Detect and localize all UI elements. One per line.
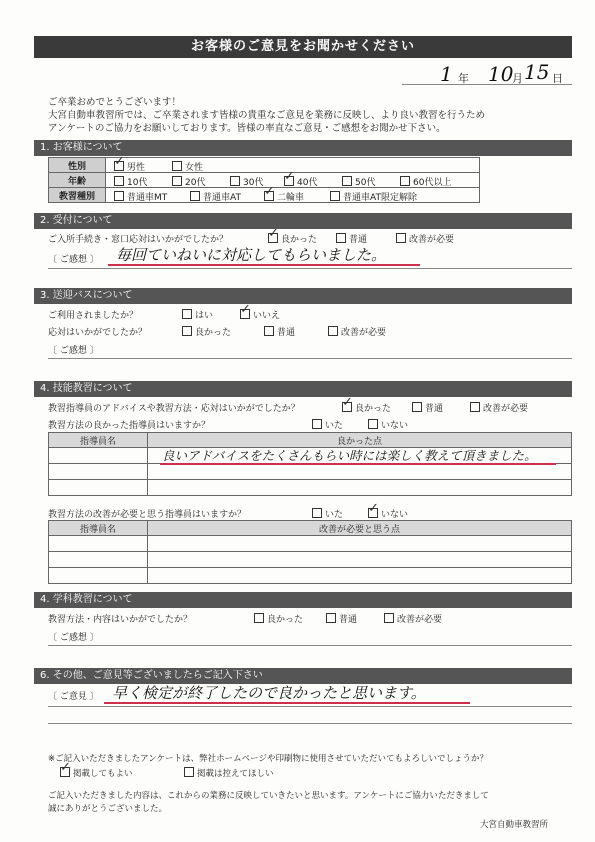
instructor-advice-question: 教習指導員のアドバイスや教習方法・応対はいかがでしたか？	[48, 404, 300, 414]
section-heading-shuttle-bus: 3. 送迎バスについて	[34, 288, 572, 304]
instructor-name-header: 指導員名	[49, 521, 148, 536]
instructor-name-header: 指導員名	[49, 433, 148, 448]
academic-improve-option[interactable]: 改善が必要	[384, 612, 442, 625]
table-row	[49, 158, 480, 173]
academic-question: 教習方法・内容はいかがでしたか？	[48, 615, 193, 625]
section-heading-reception: 2. 受付について	[34, 213, 572, 229]
age-10s-option[interactable]: 10代	[114, 175, 147, 188]
divider	[48, 723, 572, 724]
reception-comment: 毎回ていねいに対応してもらいました。	[116, 246, 387, 264]
customer-table	[48, 154, 480, 203]
publication-consent-note: ※ご記入いただきましたアンケートは、弊社ホームページや印刷物に使用させていただいてもよろしいでしょうか？	[48, 754, 488, 764]
thanks-line-1: ご記入いただきました内容は、これからの業務に反映していきたいと思います。アンケートにご協力いただきまして	[48, 791, 489, 801]
intro-line-1: ご卒業おめでとうございます！	[48, 97, 182, 108]
gender-male-option[interactable]: ✓ 男性	[114, 154, 146, 173]
good-instructor-yes-option[interactable]: いた	[312, 418, 343, 431]
checkbox[interactable]	[172, 161, 182, 171]
bus-no-option[interactable]: ✓ いいえ	[240, 302, 281, 321]
divider	[48, 268, 572, 269]
check-mark-icon: ✓	[342, 395, 353, 410]
divider	[48, 358, 572, 359]
good-points-comment: 良いアドバイスをたくさんもらい時には楽しく教えて頂きました。	[162, 448, 537, 463]
divider	[48, 706, 572, 707]
good-instructor-question: 教習方法の良かった指導員はいますか？	[48, 421, 211, 431]
age-50s-option[interactable]: 50代	[342, 175, 375, 188]
table-row	[49, 521, 572, 536]
check-mark-icon: ✓	[268, 226, 279, 241]
advice-good-option[interactable]: ✓ 良かった	[342, 395, 392, 414]
date-year-value: 1	[440, 62, 453, 86]
red-underline	[104, 702, 470, 704]
bus-normal-option[interactable]: 普通	[264, 325, 295, 338]
date-month-value: 10	[488, 62, 514, 86]
check-mark-icon: ✓	[368, 501, 379, 516]
academic-normal-option[interactable]: 普通	[326, 612, 357, 625]
date-month-unit: 月	[512, 72, 523, 85]
red-underline	[108, 264, 420, 266]
section-heading-other-comments: 6. その他、ご意見等ございましたらご記入下さい	[34, 668, 572, 684]
date-year-unit: 年	[458, 72, 469, 85]
date-day-unit: 日	[552, 72, 563, 85]
reception-good-option[interactable]: ✓ 良かった	[268, 226, 318, 245]
bus-yes-option[interactable]: はい	[182, 308, 213, 321]
course-at-option[interactable]: 普通車AT	[190, 190, 241, 203]
intro-line-3: アンケートのご協力をお願いしております。皆様の率直なご意見・ご感想をお聞かせ下さい。	[48, 123, 446, 134]
table-row	[49, 188, 480, 203]
intro-line-2: 大宮自動車教習所では、ご卒業されます皆様の貴重なご意見を業務に反映し、より良い教習を行うため	[48, 110, 486, 121]
good-instructor-no-option[interactable]: いない	[368, 418, 408, 431]
reception-improve-option[interactable]: 改善が必要	[396, 232, 454, 245]
date-day-value: 15	[524, 60, 550, 84]
improve-instructor-no-option[interactable]: ✓ いない	[368, 501, 409, 520]
thanks-line-2: 誠にありがとうございました。	[48, 804, 168, 814]
divider	[48, 645, 572, 646]
bus-good-option[interactable]: 良かった	[182, 325, 231, 338]
improve-points-header: 改善が必要と思う点	[148, 521, 572, 536]
check-mark-icon: ✓	[114, 154, 125, 169]
section-heading-driving-lessons: 4. 技能教習について	[34, 381, 572, 397]
section-heading-customer: 1. お客様について	[34, 140, 572, 156]
improve-instructor-yes-option[interactable]: いた	[312, 507, 343, 520]
check-mark-icon: ✓	[264, 184, 275, 199]
course-type-label: 教習種別	[49, 188, 106, 203]
check-mark-icon: ✓	[240, 302, 251, 317]
age-30s-option[interactable]: 30代	[230, 175, 263, 188]
gender-female-option[interactable]: 女性	[172, 160, 203, 173]
company-name: 大宮自動車教習所	[480, 820, 549, 830]
improve-instructor-table	[48, 520, 572, 584]
reception-normal-option[interactable]: 普通	[336, 232, 367, 245]
consent-decline-option[interactable]: 掲載は控えてほしい	[184, 767, 274, 779]
age-60plus-option[interactable]: 60代以上	[400, 175, 451, 188]
improve-instructor-question: 教習方法の改善が必要と思う指導員はいますか？	[48, 510, 247, 520]
form-title: お客様のご意見をお聞かせください	[34, 36, 572, 58]
course-motorcycle-option[interactable]: ✓ 二輪車	[264, 184, 305, 203]
reception-comment-label: 〔 ご感想 〕	[48, 255, 99, 265]
course-mt-option[interactable]: 普通車MT	[114, 190, 167, 203]
table-row	[49, 464, 572, 480]
check-mark-icon: ✓	[60, 760, 71, 775]
academic-good-option[interactable]: 良かった	[254, 612, 303, 625]
check-mark-icon: ✓	[284, 169, 295, 184]
bus-usage-question: ご利用されましたか？	[48, 311, 139, 321]
checkbox[interactable]	[114, 154, 125, 171]
reception-question: ご入所手続き・窓口応対はいかがでしたか？	[48, 235, 229, 245]
table-row	[49, 552, 572, 568]
advice-normal-option[interactable]: 普通	[412, 401, 443, 414]
consent-allow-option[interactable]: ✓ 掲載してもよい	[60, 760, 133, 779]
age-20s-option[interactable]: 20代	[172, 175, 205, 188]
red-underline	[160, 463, 556, 465]
table-row	[49, 568, 572, 584]
table-row	[49, 480, 572, 496]
other-comment-label: 〔 ご意見 〕	[48, 692, 99, 702]
table-row	[49, 536, 572, 552]
academic-comment-label: 〔 ご感想 〕	[48, 633, 99, 643]
bus-improve-option[interactable]: 改善が必要	[328, 325, 386, 338]
gender-label: 性別	[49, 158, 106, 173]
age-label: 年齢	[49, 173, 106, 188]
course-at-release-option[interactable]: 普通車AT限定解除	[330, 190, 417, 203]
advice-improve-option[interactable]: 改善が必要	[470, 401, 528, 414]
bus-comment-label: 〔 ご感想 〕	[48, 346, 99, 356]
other-comment: 早く検定が終了したので良かったと思います。	[112, 684, 426, 702]
age-40s-option[interactable]: ✓ 40代	[284, 169, 318, 188]
bus-service-question: 応対はいかがでしたか？	[48, 328, 148, 338]
section-heading-academic-lessons: 4. 学科教習について	[34, 592, 572, 608]
good-points-header: 良かった点	[148, 433, 572, 448]
